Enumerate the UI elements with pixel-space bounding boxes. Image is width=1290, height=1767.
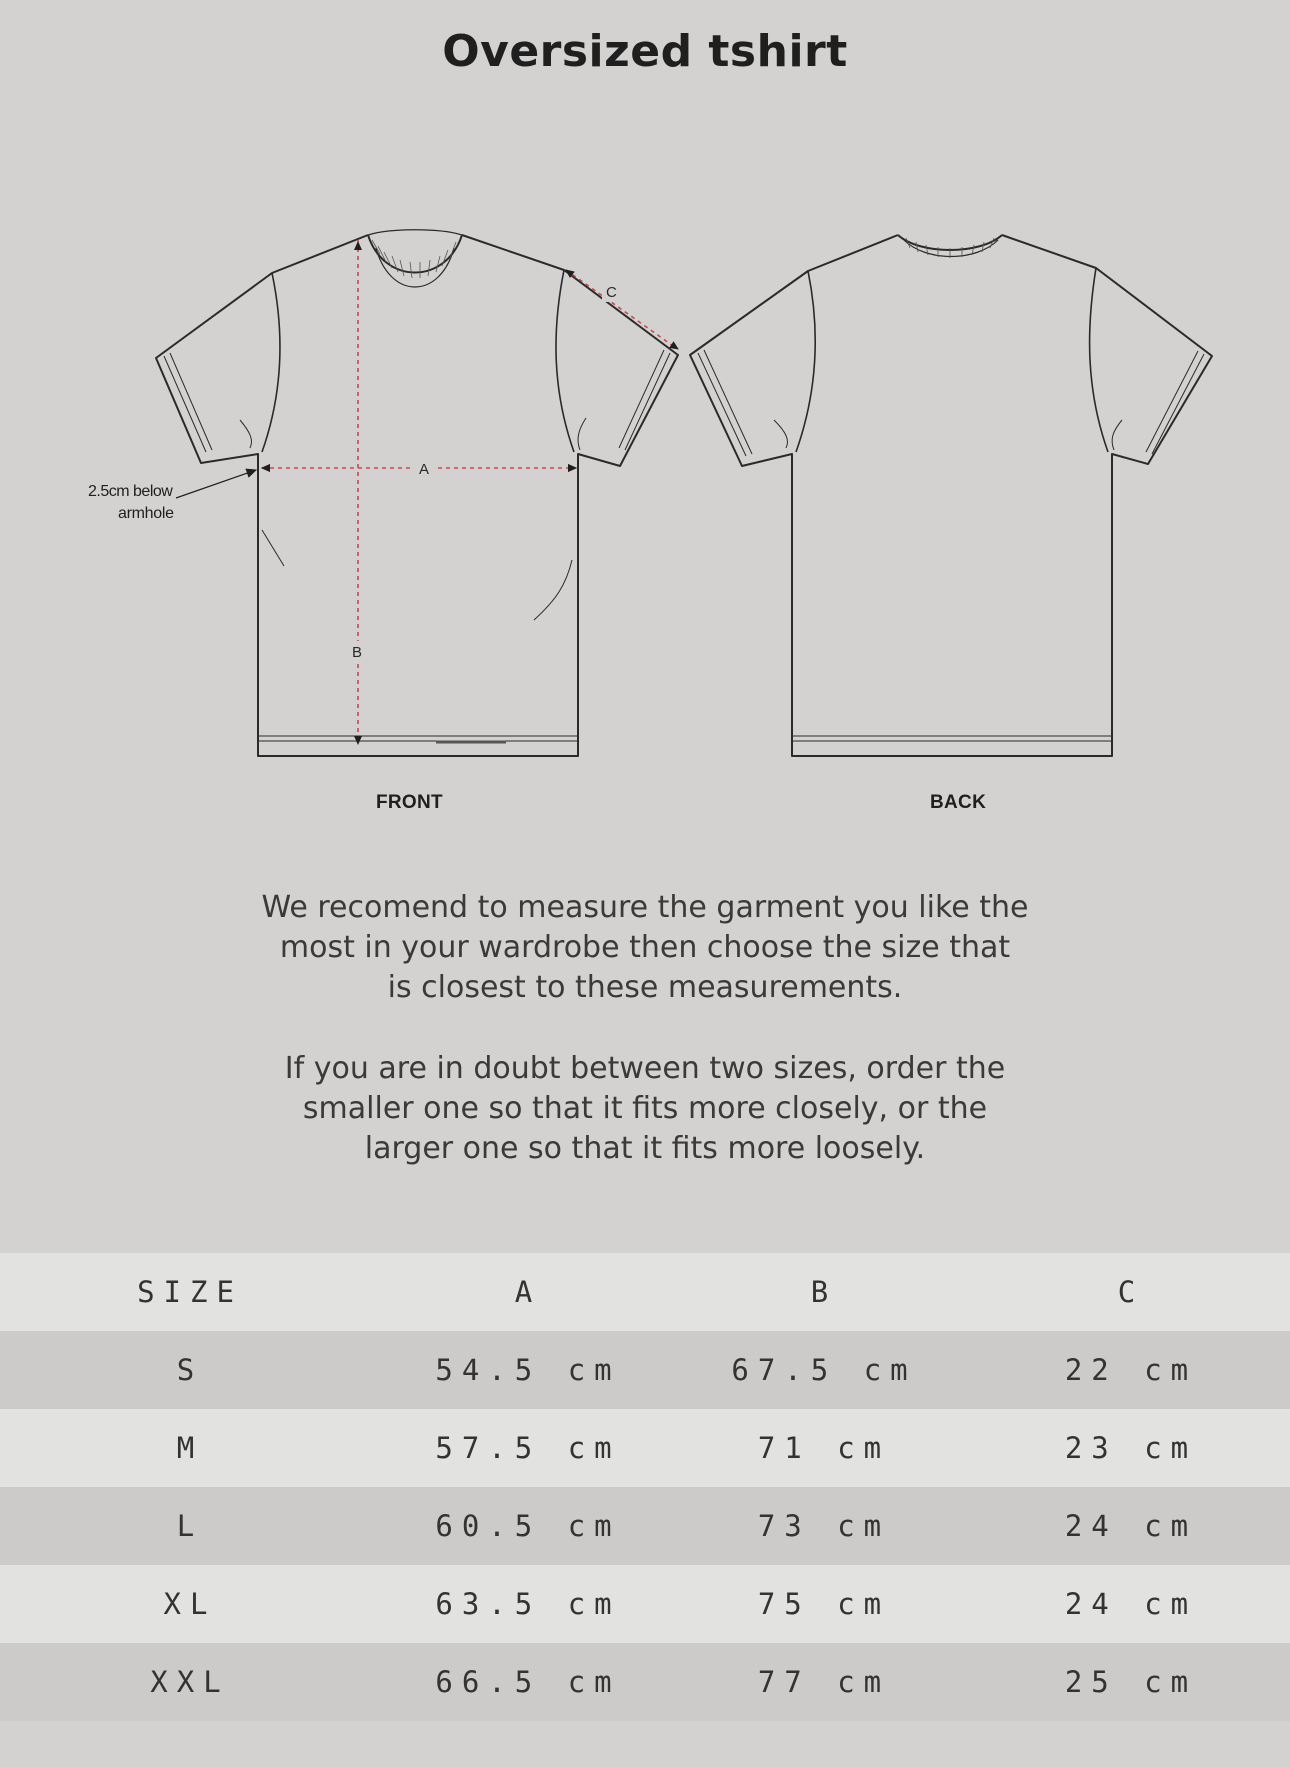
c-cell: 24 cm: [1064, 1509, 1198, 1543]
dimension-c-label: C: [606, 284, 617, 301]
a-cell: 66.5 cm: [435, 1665, 621, 1699]
back-view-label: BACK: [930, 792, 987, 813]
table-row: [0, 1643, 1290, 1721]
front-tshirt-drawing: [156, 230, 678, 756]
size-cell: M: [176, 1431, 204, 1465]
back-tshirt-drawing: [690, 235, 1212, 756]
advice-line: larger one so that it fits more loosely.: [364, 1131, 926, 1166]
advice-line: is closest to these measurements.: [387, 970, 903, 1005]
a-cell: 54.5 cm: [435, 1353, 621, 1387]
back-collar-ribbing: [906, 238, 994, 258]
dimension-b-label: B: [352, 644, 363, 661]
front-view-label: FRONT: [376, 792, 443, 813]
table-row: [0, 1409, 1290, 1487]
table-row: [0, 1565, 1290, 1643]
b-cell: 75 cm: [757, 1587, 891, 1621]
size-cell: XL: [163, 1587, 217, 1621]
header-c: C: [1117, 1275, 1145, 1309]
size-cell: XXL: [150, 1665, 230, 1699]
b-cell: 67.5 cm: [731, 1353, 917, 1387]
measurement-lines: [176, 240, 678, 744]
size-cell: S: [176, 1353, 204, 1387]
header-a: A: [514, 1275, 542, 1309]
table-row: [0, 1331, 1290, 1409]
b-cell: 77 cm: [757, 1665, 891, 1699]
a-cell: 60.5 cm: [435, 1509, 621, 1543]
header-b: B: [810, 1275, 838, 1309]
armhole-note-line1: 2.5cm below: [88, 483, 173, 500]
advice-line: smaller one so that it fits more closely, or the: [302, 1091, 988, 1126]
table-header-row: [0, 1253, 1290, 1331]
header-size: SIZE: [137, 1275, 243, 1309]
dimension-a-label: A: [419, 461, 430, 478]
size-chart-table: [0, 1253, 1290, 1721]
c-cell: 22 cm: [1064, 1353, 1198, 1387]
b-cell: 73 cm: [757, 1509, 891, 1543]
advice-line: We recomend to measure the garment you like the: [261, 890, 1029, 925]
c-cell: 23 cm: [1064, 1431, 1198, 1465]
measurement-advice-2: [245, 1049, 1045, 1169]
c-cell: 24 cm: [1064, 1587, 1198, 1621]
c-cell: 25 cm: [1064, 1665, 1198, 1699]
tshirt-diagram: [0, 0, 1290, 860]
a-cell: 57.5 cm: [435, 1431, 621, 1465]
size-cell: L: [176, 1509, 204, 1543]
armhole-note-line2: armhole: [118, 505, 174, 522]
a-cell: 63.5 cm: [435, 1587, 621, 1621]
advice-line: most in your wardrobe then choose the size that: [279, 930, 1011, 965]
table-row: [0, 1487, 1290, 1565]
b-cell: 71 cm: [757, 1431, 891, 1465]
advice-line: If you are in doubt between two sizes, order the: [284, 1051, 1006, 1086]
measurement-advice-1: [245, 888, 1045, 1008]
page-title: Oversized tshirt: [442, 26, 848, 77]
